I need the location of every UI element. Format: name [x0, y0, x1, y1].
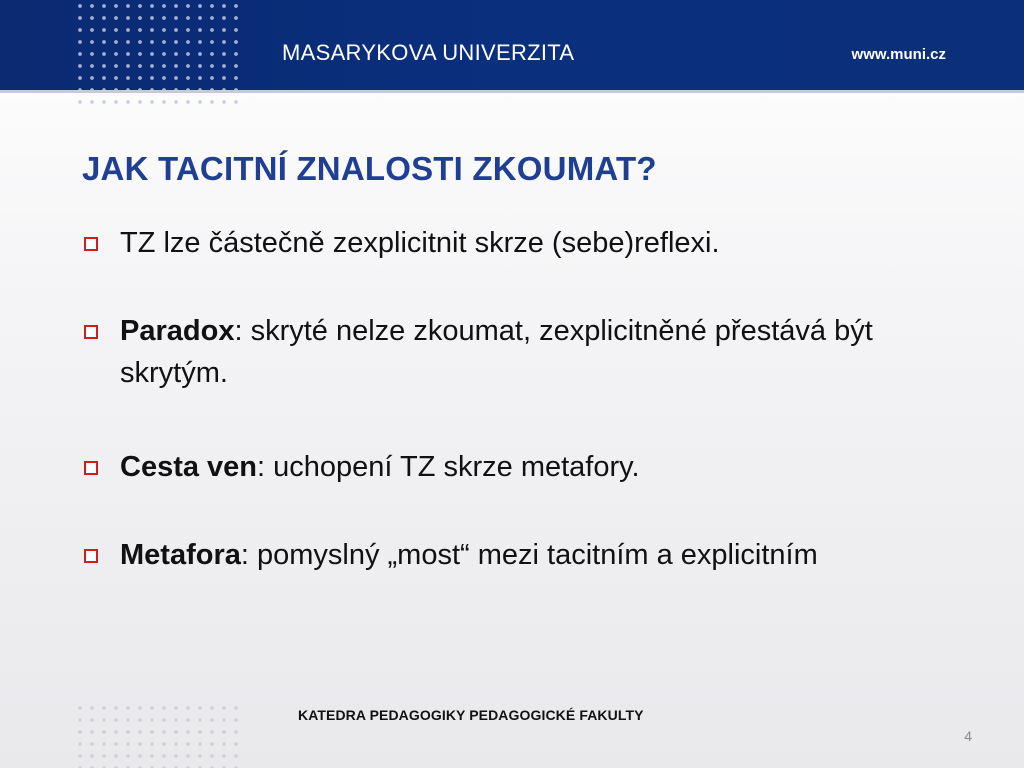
header-divider	[0, 90, 1024, 93]
bullet-text: : uchopení TZ skrze metafory.	[257, 451, 640, 483]
bullet-list	[82, 222, 982, 576]
dot-pattern-decoration	[74, 702, 242, 768]
bullet-square-icon	[84, 549, 98, 563]
bullet-lead: Metafora	[120, 539, 241, 571]
bullet-item	[82, 222, 982, 264]
dot-pattern-decoration	[74, 0, 242, 112]
header-bar	[0, 0, 1024, 90]
bullet-square-icon	[84, 237, 98, 251]
slide-title: JAK TACITNÍ ZNALOSTI ZKOUMAT?	[82, 150, 657, 187]
bullet-square-icon	[84, 461, 98, 475]
page-number: 4	[964, 728, 972, 744]
bullet-lead: Paradox	[120, 315, 235, 347]
bullet-lead: Cesta ven	[120, 451, 258, 483]
university-name: MASARYKOVA UNIVERZITA	[282, 40, 575, 65]
footer-department: KATEDRA PEDAGOGIKY PEDAGOGICKÉ FAKULTY	[298, 707, 644, 723]
bullet-item	[82, 446, 982, 488]
bullet-text: : skryté nelze zkoumat, zexplicitněné přestává být skrytým.	[120, 315, 873, 389]
university-url: www.muni.cz	[851, 46, 946, 63]
bullet-item	[82, 310, 982, 394]
bullet-square-icon	[84, 325, 98, 339]
bullet-text: TZ lze částečně zexplicitnit skrze (sebe)reflexi.	[120, 227, 720, 259]
bullet-item	[82, 534, 982, 576]
bullet-text: : pomyslný „most“ mezi tacitním a explicitním	[240, 539, 818, 571]
